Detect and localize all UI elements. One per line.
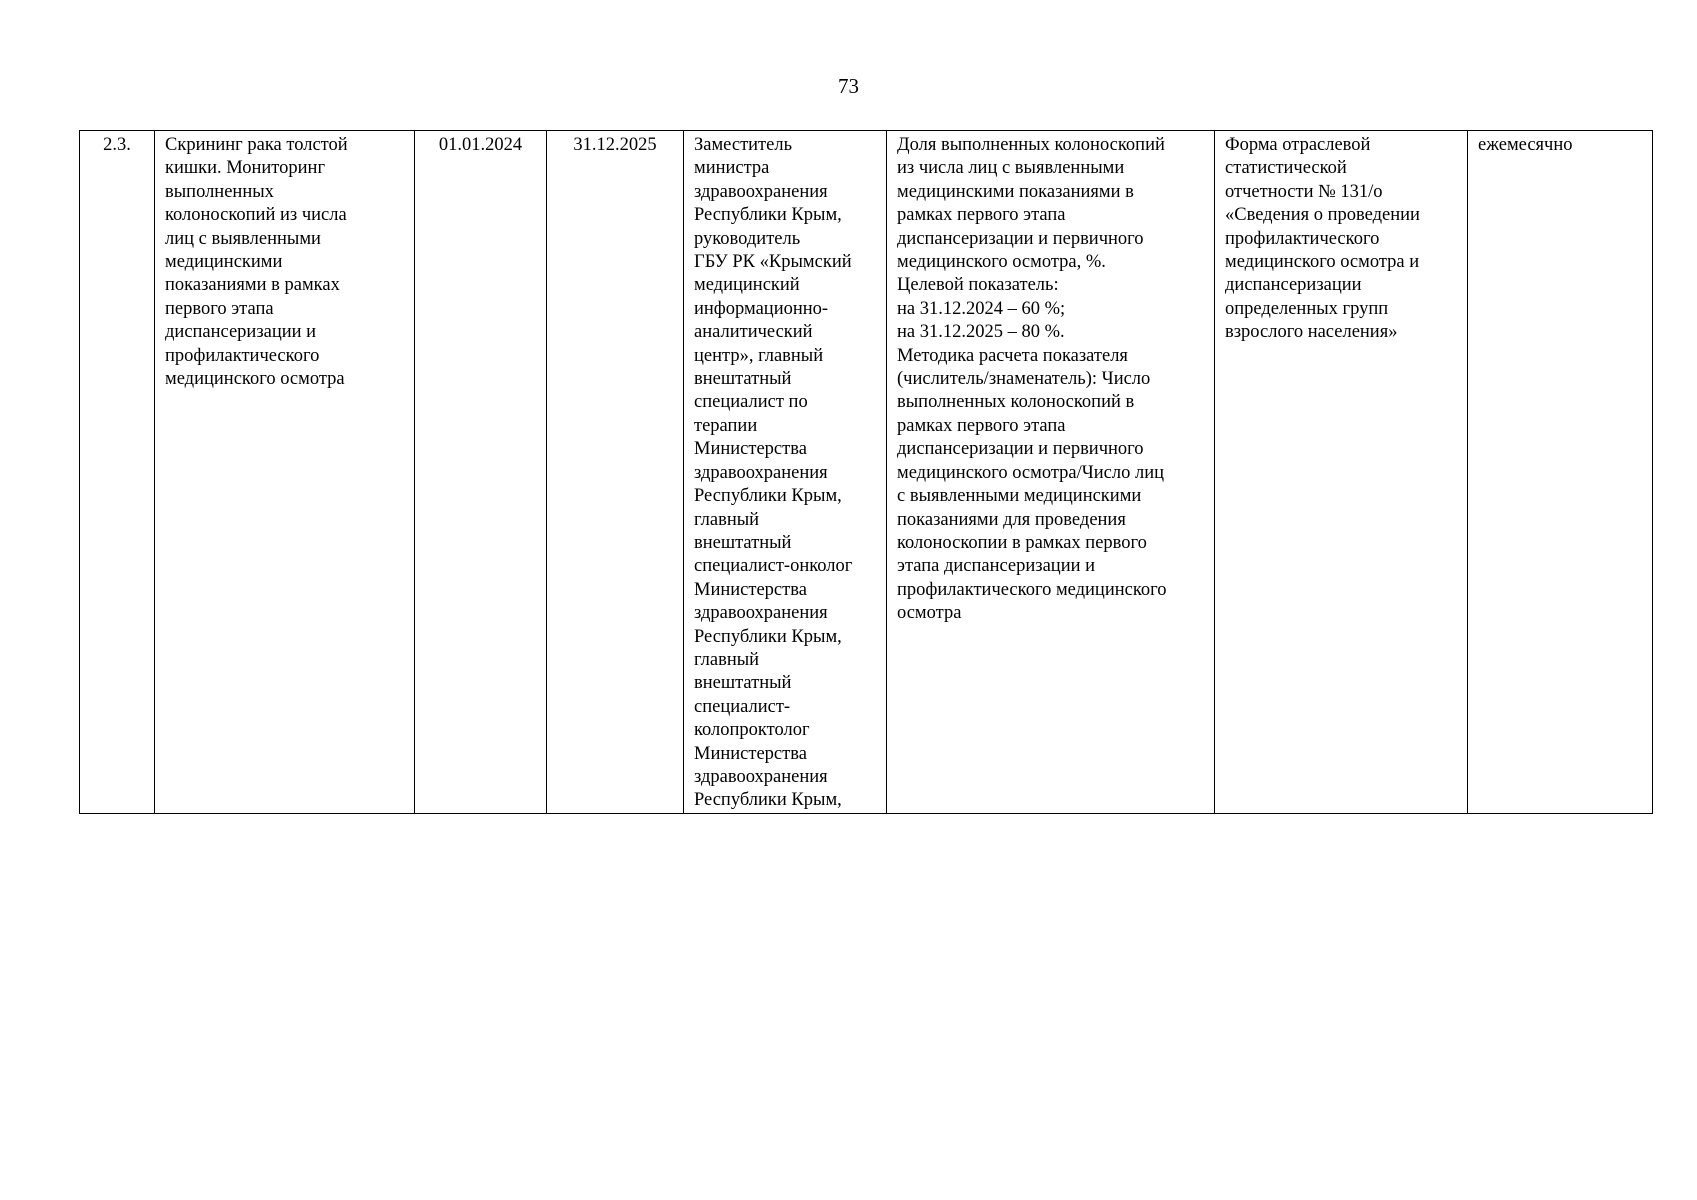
cell-row-number: 2.3. (80, 131, 155, 814)
cell-frequency: ежемесячно (1468, 131, 1653, 814)
cell-start-date: 01.01.2024 (415, 131, 547, 814)
cell-indicator: Доля выполненных колоноскопий из числа лиц с выявленными медицинскими показаниями в рамках первого этапа диспансеризации и первичного медицинского осмотра, %. Целевой показатель: на 31.12.2024 – 60 %; на 31.12.2025 – 80 %. Методика расчета показателя (числитель/знаменатель): Число выполненных колоноскопий в рамках первого этапа диспансеризации и первичного медицинского осмотра/Число лиц с выявленными медицинскими показаниями для проведения колоноскопии в рамках первого этапа диспансеризации и профилактического медицинского осмотра (887, 131, 1215, 814)
cell-measure-name: Скрининг рака толстой кишки. Мониторинг выполненных колоноскопий из числа лиц с выявленными медицинскими показаниями в рамках первого этапа диспансеризации и профилактического медицинского осмотра (155, 131, 415, 814)
cell-end-date: 31.12.2025 (547, 131, 684, 814)
measures-table (79, 130, 1653, 814)
cell-reporting-form: Форма отраслевой статистической отчетности № 131/о «Сведения о проведении профилактического медицинского осмотра и диспансеризации определенных групп взрослого населения» (1215, 131, 1468, 814)
page-number: 73 (838, 74, 859, 98)
table-row (80, 131, 1653, 814)
cell-responsible: Заместитель министра здравоохранения Республики Крым, руководитель ГБУ РК «Крымский медицинский информационно- аналитический центр», главный внештатный специалист по терапии Министерства здравоохранения Республики Крым, главный внештатный специалист-онколог Министерства здравоохранения Республики Крым, главный внештатный специалист- колопроктолог Министерства здравоохранения Республики Крым, (684, 131, 887, 814)
